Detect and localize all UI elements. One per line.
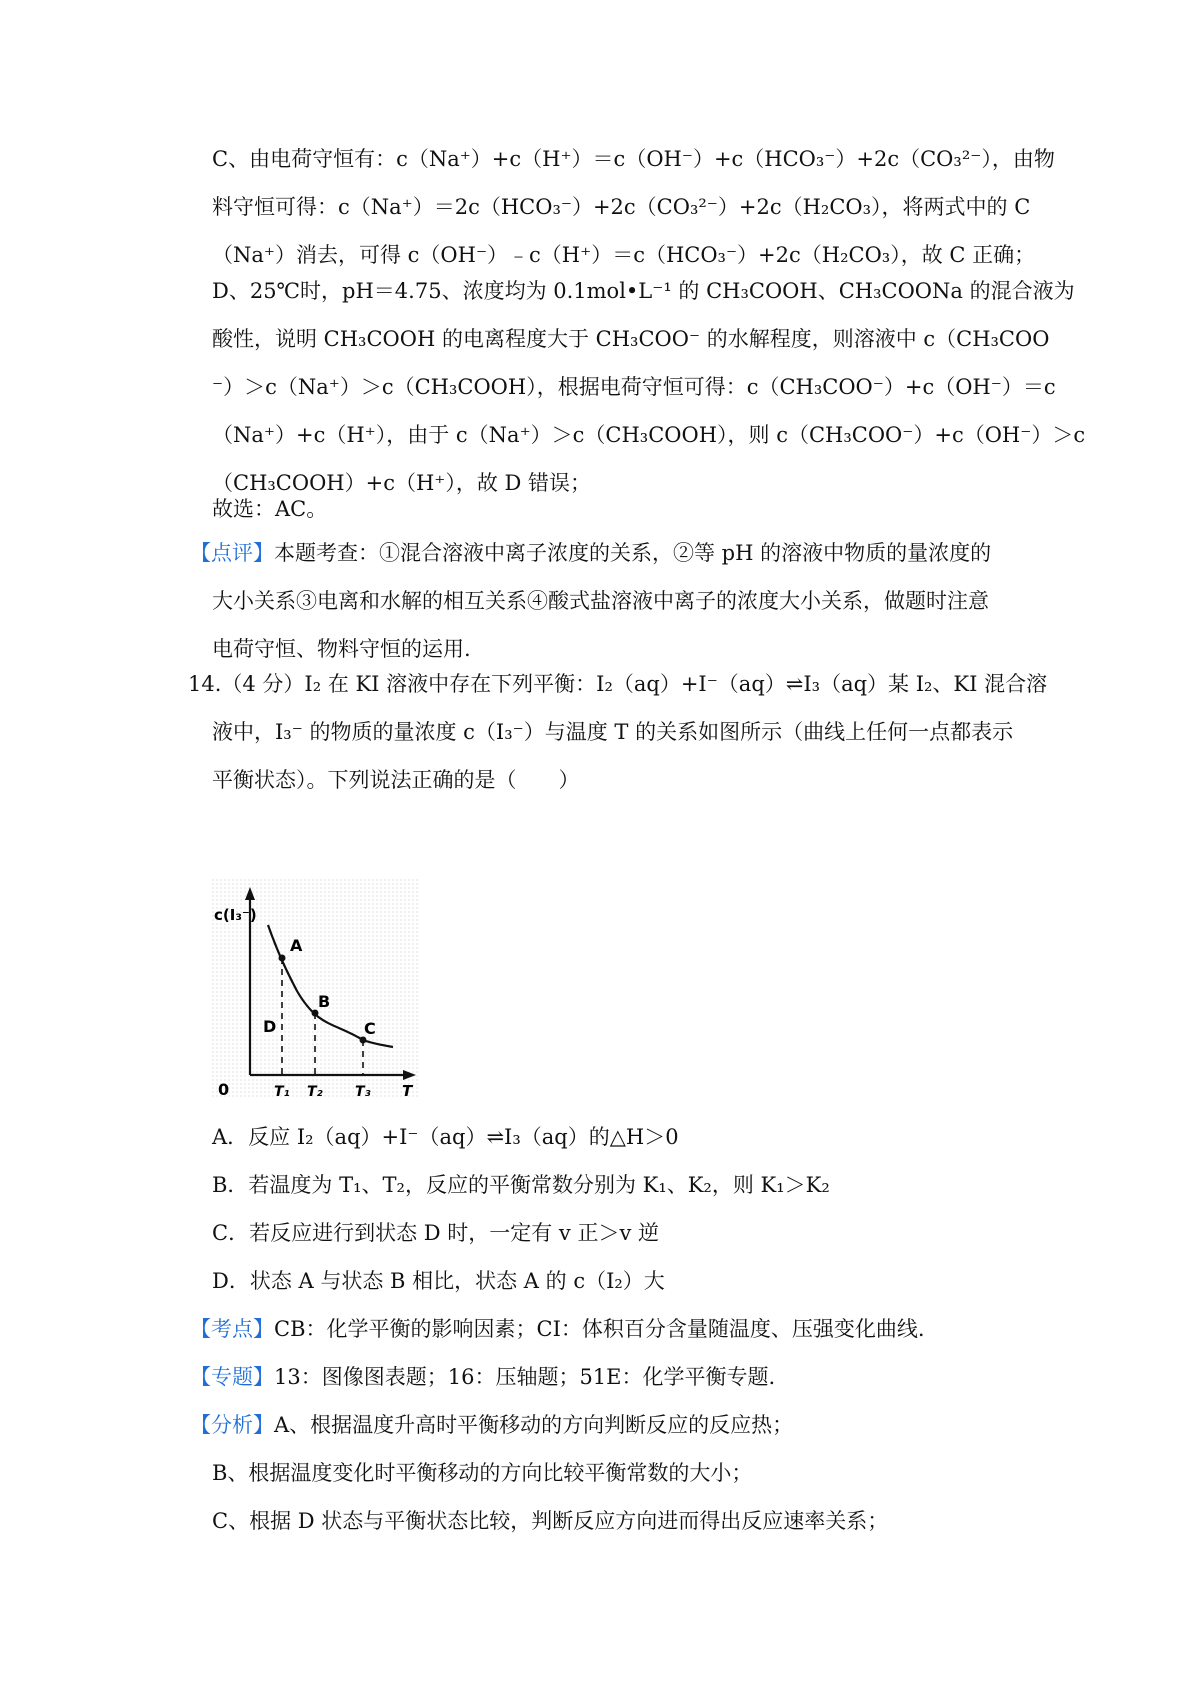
option-b: B．若温度为 T₁、T₂，反应的平衡常数分别为 K₁、K₂，则 K₁＞K₂: [212, 1173, 830, 1197]
fenxi-line1: A、根据温度升高时平衡移动的方向判断反应的反应热；: [274, 1413, 794, 1437]
solution-c-line1: C、由电荷守恒有：c（Na⁺）+c（H⁺）＝c（OH⁻）+c（HCO₃⁻）+2c（CO₃²⁻），由物: [212, 147, 1055, 171]
tick-t3: T₃: [355, 1084, 371, 1100]
solution-d-line3: ⁻）＞c（Na⁺）＞c（CH₃COOH），根据电荷守恒可得：c（CH₃COO⁻）+c（OH⁻）＝c: [212, 375, 1056, 399]
point-a: [279, 955, 286, 962]
comment-line3: 电荷守恒、物料守恒的运用.: [212, 637, 471, 661]
comment-tag: 【点评】: [190, 541, 274, 565]
solution-d-block: [212, 267, 1086, 507]
zhuanti-text: 13：图像图表题；16：压轴题；51E：化学平衡专题.: [274, 1365, 776, 1389]
label-c: C: [364, 1019, 376, 1038]
solution-c-block: [212, 135, 1055, 279]
label-b: B: [318, 992, 331, 1011]
option-d: D．状态 A 与状态 B 相比，状态 A 的 c（I₂）大: [212, 1269, 665, 1293]
solution-d-line4: （Na⁺）+c（H⁺），由于 c（Na⁺）＞c（CH₃COOH），则 c（CH₃COO⁻）+c（OH⁻）＞c: [212, 423, 1086, 447]
solution-d-line2: 酸性，说明 CH₃COOH 的电离程度大于 CH₃COO⁻ 的水解程度，则溶液中 c（CH₃COO: [212, 327, 1050, 351]
fenxi-tag: 【分析】: [190, 1413, 274, 1437]
solution-d-line1: D、25℃时，pH＝4.75、浓度均为 0.1mol•L⁻¹ 的 CH₃COOH、CH₃COONa 的混合液为: [212, 279, 1075, 303]
tick-t1: T₁: [274, 1084, 290, 1100]
answer-text: 故选：AC。: [212, 497, 328, 521]
tick-t2: T₂: [307, 1084, 323, 1100]
option-c: C．若反应进行到状态 D 时，一定有 v 正＞v 逆: [212, 1221, 660, 1245]
label-d: D: [263, 1017, 277, 1036]
question-14-line2: 液中，I₃⁻ 的物质的量浓度 c（I₃⁻）与温度 T 的关系如图所示（曲线上任何一点都表示: [212, 720, 1014, 744]
question-14-block: [188, 660, 1048, 804]
kaodian-tag: 【考点】: [190, 1317, 274, 1341]
question-14-line3: 平衡状态）。下列说法正确的是（ ）: [212, 768, 580, 792]
comment-line2: 大小关系③电离和水解的相互关系④酸式盐溶液中离子的浓度大小关系，做题时注意: [212, 589, 989, 613]
zhuanti-tag: 【专题】: [190, 1365, 274, 1389]
solution-c-line2: 料守恒可得：c（Na⁺）＝2c（HCO₃⁻）+2c（CO₃²⁻）+2c（H₂CO₃），将两式中的 C: [212, 195, 1031, 219]
solution-d-line5: （CH₃COOH）+c（H⁺），故 D 错误；: [212, 471, 592, 495]
solution-c-line3: （Na⁺）消去，可得 c（OH⁻）﹣c（H⁺）＝c（HCO₃⁻）+2c（H₂CO₃），故 C 正确；: [212, 243, 1036, 267]
x-axis-label: T: [402, 1082, 413, 1100]
question-14-line1: 14.（4 分）I₂ 在 KI 溶液中存在下列平衡：I₂（aq）+I⁻（aq）⇌I₃（aq）某 I₂、KI 混合溶: [188, 672, 1048, 696]
analysis-block: [190, 1305, 1020, 1545]
origin-label: 0: [218, 1080, 230, 1099]
fenxi-line2: B、根据温度变化时平衡移动的方向比较平衡常数的大小；: [212, 1461, 753, 1485]
answer-block: [212, 485, 1042, 533]
label-a: A: [290, 936, 303, 955]
option-a: A．反应 I₂（aq）+I⁻（aq）⇌I₃（aq）的△H＞0: [212, 1125, 679, 1149]
concentration-temperature-plot: [208, 875, 428, 1105]
options-block: [212, 1113, 1042, 1305]
equilibrium-figure: [208, 875, 428, 1105]
fenxi-line3: C、根据 D 状态与平衡状态比较，判断反应方向进而得出反应速率关系；: [212, 1509, 889, 1533]
comment-block: [190, 529, 1020, 673]
kaodian-text: CB：化学平衡的影响因素；CI：体积百分含量随温度、压强变化曲线.: [274, 1317, 925, 1341]
y-axis-label: c(I₃⁻): [214, 906, 257, 924]
comment-line1: 本题考查：①混合溶液中离子浓度的关系，②等 pH 的溶液中物质的量浓度的: [274, 541, 992, 565]
